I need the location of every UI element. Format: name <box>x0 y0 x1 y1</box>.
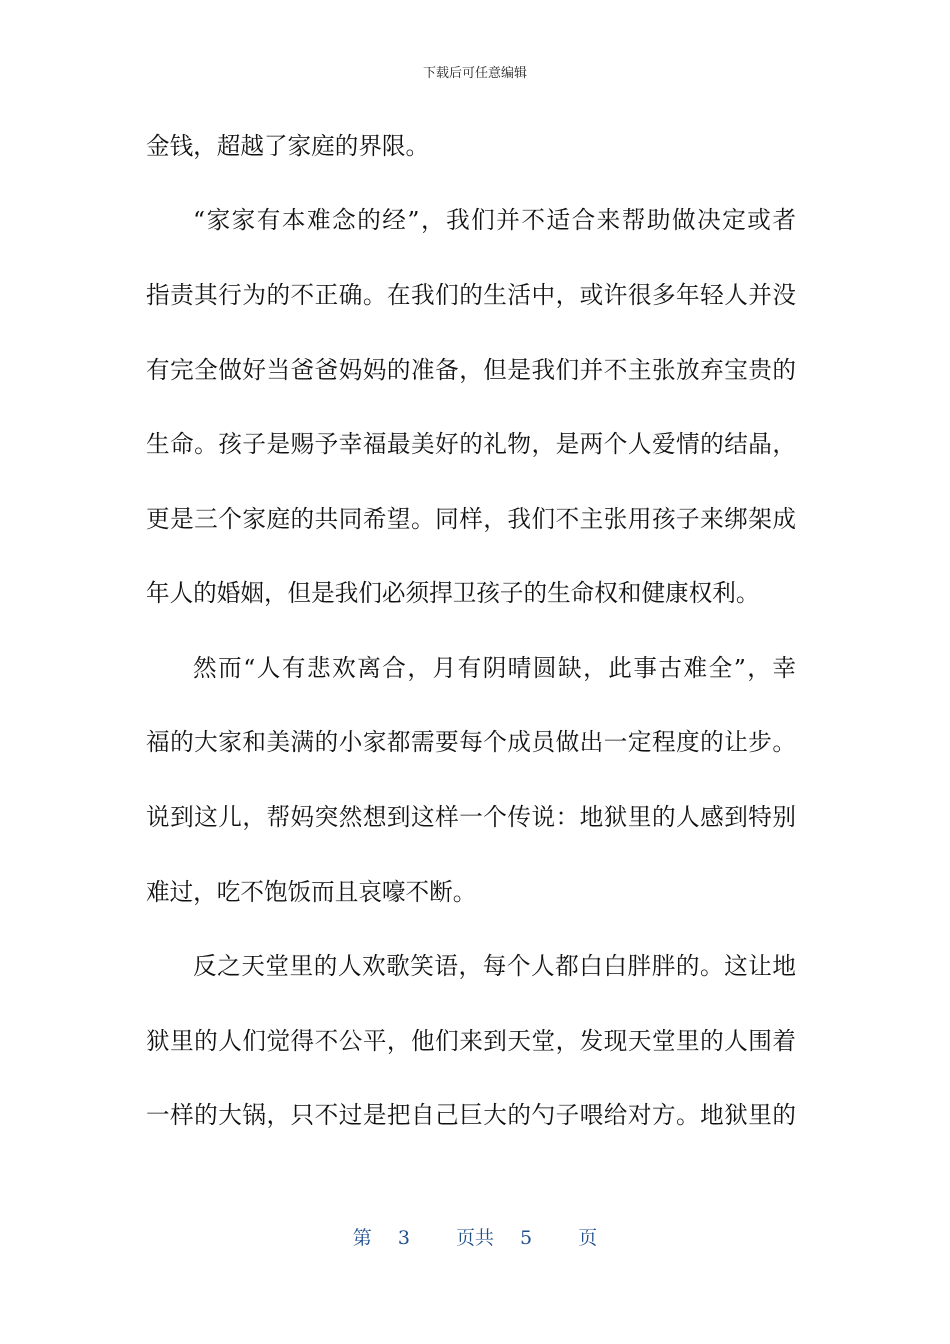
text-line: 狱里的人们觉得不公平，他们来到天堂，发现天堂里的人围着 <box>146 1027 796 1055</box>
text-line: 说到这儿，帮妈突然想到这样一个传说：地狱里的人感到特别 <box>146 803 796 831</box>
text-line: 福的大家和美满的小家都需要每个成员做出一定程度的让步。 <box>146 728 796 756</box>
text-line: 一样的大锅，只不过是把自己巨大的勺子喂给对方。地狱里的 <box>146 1101 796 1129</box>
page-label-prefix: 第 <box>352 1227 372 1249</box>
paragraph-first-line: 反之天堂里的人欢歌笑语，每个人都白白胖胖的。这让地 <box>193 952 796 980</box>
paragraph-first-line: “家家有本难念的经”，我们并不适合来帮助做决定或者 <box>193 206 796 234</box>
current-page-number: 3 <box>397 1227 410 1249</box>
text-line: 难过，吃不饱饭而且哀嚎不断。 <box>146 878 477 906</box>
text-line: 年人的婚姻，但是我们必须捍卫孩子的生命权和健康权利。 <box>146 579 760 607</box>
total-pages-number: 5 <box>520 1227 533 1249</box>
page-label-mid: 页共 <box>455 1227 494 1249</box>
text-line: 更是三个家庭的共同希望。同样，我们不主张用孩子来绑架成 <box>146 505 796 533</box>
text-line: 生命。孩子是赐予幸福最美好的礼物，是两个人爱情的结晶， <box>146 430 796 458</box>
page-header: 下载后可任意编辑 <box>422 66 527 81</box>
text-line: 有完全做好当爸爸妈妈的准备，但是我们并不主张放弃宝贵的 <box>146 356 796 384</box>
paragraph-first-line: 然而“人有悲欢离合，月有阴晴圆缺，此事古难全”，幸 <box>193 654 796 682</box>
page-label-suffix: 页 <box>578 1227 598 1249</box>
text-line: 指责其行为的不正确。在我们的生活中，或许很多年轻人并没 <box>146 281 796 309</box>
page-number-footer <box>0 1226 950 1250</box>
text-line: 金钱，超越了家庭的界限。 <box>146 132 430 160</box>
